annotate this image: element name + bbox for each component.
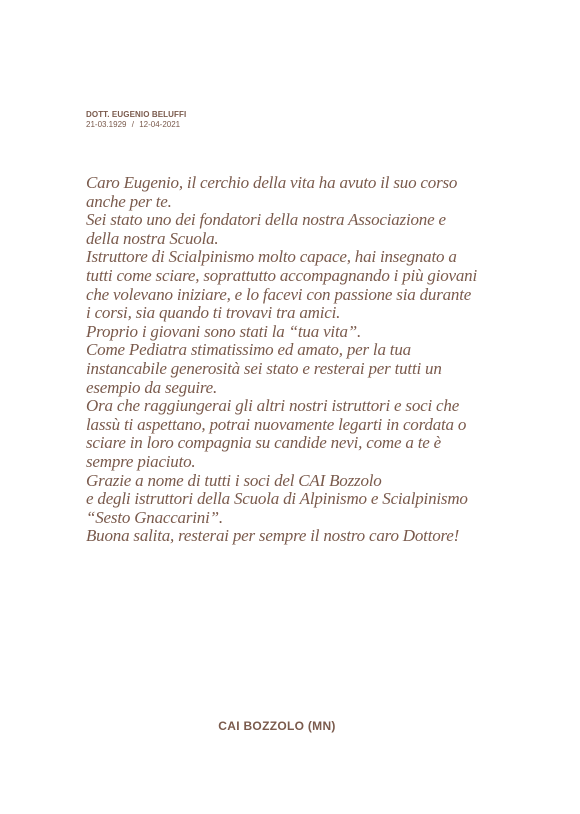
message-line: Sei stato uno dei fondatori della nostra Associazione e — [86, 210, 446, 230]
message-line: Come Pediatra stimatissimo ed amato, per la tua — [86, 340, 411, 360]
obituary-header — [86, 110, 186, 130]
message-line: sempre piaciuto. — [86, 451, 196, 471]
date-separator: / — [131, 120, 134, 129]
message-line: “Sesto Gnaccarini”. — [86, 507, 223, 527]
message-line: e degli istruttori della Scuola di Alpinismo e Scialpinismo — [86, 489, 468, 509]
message-line: Caro Eugenio, il cerchio della vita ha avuto il suo corso — [86, 173, 458, 192]
message-line: Grazie a nome di tutti i soci del CAI Bozzolo — [86, 470, 382, 490]
life-dates — [86, 120, 186, 130]
tribute-message — [86, 174, 546, 546]
message-line: che volevano iniziare, e lo facevi con passione sia durante — [86, 284, 472, 304]
death-date: 12-04-2021 — [139, 120, 181, 129]
message-line: tutti come sciare, soprattutto accompagnando i più giovani — [86, 265, 478, 285]
birth-date: 21-03.1929 — [86, 120, 127, 129]
message-line: della nostra Scuola. — [86, 228, 219, 248]
message-line: Ora che raggiungerai gli altri nostri istruttori e soci che — [86, 396, 460, 416]
message-line: Istruttore di Scialpinismo molto capace, hai insegnato a — [86, 247, 457, 267]
message-line: sciare in loro compagnia su candide nevi, come a te è — [86, 433, 441, 453]
message-line: Proprio i giovani sono stati la “tua vita”. — [86, 321, 362, 341]
deceased-name: DOTT. EUGENIO BELUFFI — [86, 110, 187, 119]
message-line: anche per te. — [86, 191, 172, 211]
message-line: lassù ti aspettano, potrai nuovamente legarti in cordata o — [86, 414, 467, 434]
message-line: Buona salita, resterai per sempre il nostro caro Dottore! — [86, 526, 460, 546]
signature-organization: CAI BOZZOLO (MN) — [218, 719, 336, 733]
message-line: esempio da seguire. — [86, 377, 218, 397]
message-line: instancabile generosità sei stato e resterai per tutti un — [86, 358, 442, 378]
message-line: i corsi, sia quando ti trovavi tra amici. — [86, 303, 341, 323]
